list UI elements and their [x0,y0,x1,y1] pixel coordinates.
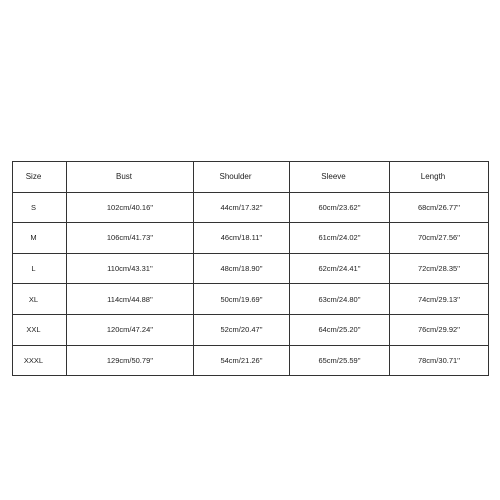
size-label: S [30,202,36,212]
length-cell: 68cm/26.77'' [390,192,489,223]
size-cell [13,253,67,284]
bust-cell: 129cm/50.79'' [67,345,194,376]
table-row [13,345,489,376]
header-shoulder [194,162,290,193]
bust-cell: 110cm/43.31'' [67,253,194,284]
sleeve-cell: 63cm/24.80'' [290,284,390,315]
header-sleeve [290,162,390,193]
bust-cell: 120cm/47.24'' [67,314,194,345]
header-shoulder-label: Shoulder [219,172,252,182]
length-cell: 76cm/29.92'' [390,314,489,345]
shoulder-cell: 48cm/18.90'' [194,253,290,284]
bust-cell: 102cm/40.16'' [67,192,194,223]
table-row [13,314,489,345]
size-cell [13,284,67,315]
header-size-label: Size [25,172,42,182]
header-length [390,162,489,193]
length-cell: 78cm/30.71'' [390,345,489,376]
header-size [13,162,67,193]
size-cell [13,345,67,376]
table-row [13,284,489,315]
header-length-label: Length [420,172,446,182]
size-label: XXXL [23,355,44,365]
length-cell: 72cm/28.35'' [390,253,489,284]
sleeve-cell: 65cm/25.59'' [290,345,390,376]
table-header-row [13,162,489,193]
shoulder-cell: 54cm/21.26'' [194,345,290,376]
size-label: M [30,233,37,243]
length-cell: 74cm/29.13'' [390,284,489,315]
bust-cell: 114cm/44.88'' [67,284,194,315]
sleeve-cell: 62cm/24.41'' [290,253,390,284]
table-row [13,192,489,223]
bust-cell: 106cm/41.73'' [67,223,194,254]
header-bust [67,162,194,193]
sleeve-cell: 64cm/25.20'' [290,314,390,345]
size-cell [13,192,67,223]
shoulder-cell: 46cm/18.11'' [194,223,290,254]
size-label: L [31,264,36,274]
size-cell [13,223,67,254]
sleeve-cell: 60cm/23.62'' [290,192,390,223]
length-cell: 70cm/27.56'' [390,223,489,254]
table-row [13,223,489,254]
size-chart-table [12,161,489,376]
sleeve-cell: 61cm/24.02'' [290,223,390,254]
shoulder-cell: 52cm/20.47'' [194,314,290,345]
header-sleeve-label: Sleeve [321,172,346,182]
header-bust-label: Bust [115,172,132,182]
size-cell [13,314,67,345]
size-label: XL [28,294,39,304]
shoulder-cell: 44cm/17.32'' [194,192,290,223]
shoulder-cell: 50cm/19.69'' [194,284,290,315]
table-row [13,253,489,284]
size-label: XXL [26,325,41,335]
